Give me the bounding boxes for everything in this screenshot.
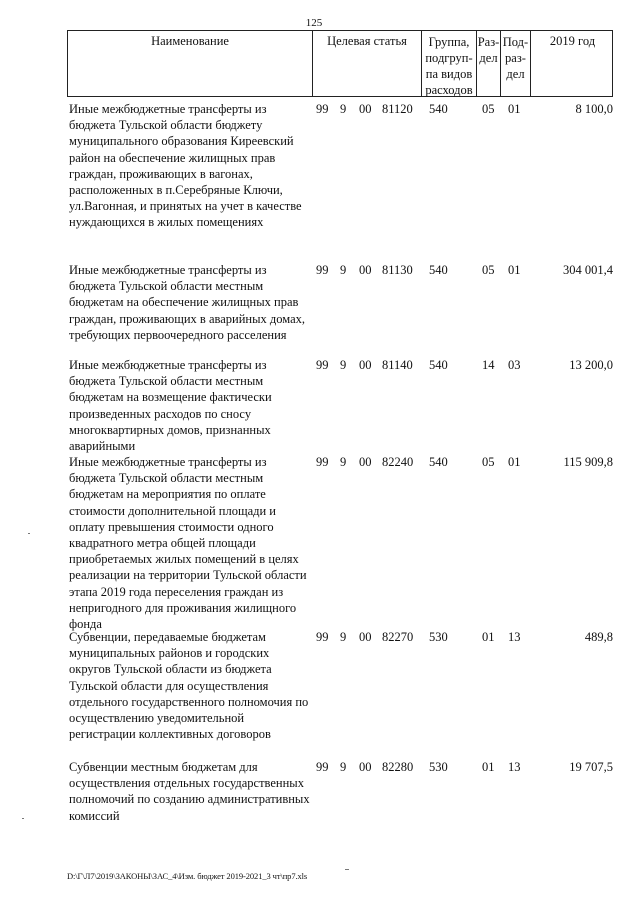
header-subsection-line: дел xyxy=(506,67,525,81)
row-amount: 304 001,4 xyxy=(563,263,613,277)
row-section: 01 xyxy=(482,760,495,774)
row-name: Субвенции местным бюджетам для осуществления отдельных государственных полномочий по созданию административных комиссий xyxy=(69,760,310,823)
row-name: Иные межбюджетные трансферты из бюджета Тульской области местным бюджетам на мероприятия по оплате стоимости дополнительной площади и оплату превышения стоимости одного квадратного метра общей площади приобретаемых жилых помещений в целях реализации на территории Тульской области этапа 2019 года переселения граждан из непригодного для проживания жилищного фонда xyxy=(69,455,307,632)
row-expense-type: 530 xyxy=(429,630,448,644)
header-subsection-line: Под- xyxy=(502,35,529,49)
row-section: 05 xyxy=(482,263,495,277)
row-subprogram-code: 9 xyxy=(340,102,347,116)
header-subsection xyxy=(500,31,530,96)
header-year-label: 2019 год xyxy=(549,34,596,48)
header-subsection-line: раз- xyxy=(505,51,526,65)
row-subprogram-code: 9 xyxy=(340,760,347,774)
row-direction-code: 82270 xyxy=(382,630,414,644)
row-section: 14 xyxy=(482,358,495,372)
row-expense-type: 540 xyxy=(429,263,448,277)
row-group-code: 00 xyxy=(359,630,372,644)
row-subprogram-code: 9 xyxy=(340,455,347,469)
row-program-code: 99 xyxy=(316,102,329,116)
row-subsection: 01 xyxy=(508,455,521,469)
row-expense-type: 540 xyxy=(429,102,448,116)
row-section: 05 xyxy=(482,455,495,469)
header-group-line: расходов xyxy=(425,83,473,97)
header-section xyxy=(476,31,500,96)
row-subsection: 13 xyxy=(508,760,521,774)
row-direction-code: 81140 xyxy=(382,358,413,372)
row-subsection: 03 xyxy=(508,358,521,372)
header-year xyxy=(530,31,614,96)
row-expense-type: 540 xyxy=(429,358,448,372)
row-amount: 8 100,0 xyxy=(575,102,613,116)
row-name: Субвенции, передаваемые бюджетам муниципальных районов и городских округов Тульской области из бюджета Тульской области для осуществления отдельного государственного полномочия по осуществлению уведомительной регистрации коллективных договоров xyxy=(69,630,309,742)
footer-file-path: D:\Г\Л7\2019\ЗАКОНЫ\ЗАС_4\Изм. бюджет 2019-2021_3 чт\пр7.xls xyxy=(67,871,308,881)
header-target-article xyxy=(312,31,421,96)
header-group xyxy=(421,31,476,96)
header-group-line: Группа, xyxy=(428,35,470,49)
row-direction-code: 82240 xyxy=(382,455,414,469)
row-amount: 115 909,8 xyxy=(563,455,613,469)
row-program-code: 99 xyxy=(316,455,329,469)
row-subsection: 01 xyxy=(508,263,521,277)
row-subprogram-code: 9 xyxy=(340,358,347,372)
row-program-code: 99 xyxy=(316,263,329,277)
scan-artifact xyxy=(345,869,349,870)
row-program-code: 99 xyxy=(316,630,329,644)
header-section-line: Раз- xyxy=(477,35,500,49)
row-group-code: 00 xyxy=(359,358,372,372)
row-direction-code: 81120 xyxy=(382,102,413,116)
row-program-code: 99 xyxy=(316,358,329,372)
row-group-code: 00 xyxy=(359,760,372,774)
row-subprogram-code: 9 xyxy=(340,263,347,277)
scan-artifact xyxy=(28,533,30,534)
row-section: 01 xyxy=(482,630,495,644)
row-expense-type: 540 xyxy=(429,455,448,469)
row-direction-code: 81130 xyxy=(382,263,413,277)
row-expense-type: 530 xyxy=(429,760,448,774)
table-header xyxy=(67,30,613,97)
header-section-line: дел xyxy=(479,51,498,65)
header-name-label: Наименование xyxy=(151,34,229,48)
row-amount: 489,8 xyxy=(584,630,613,644)
row-subsection: 13 xyxy=(508,630,521,644)
row-name: Иные межбюджетные трансферты из бюджета Тульской области местным бюджетам на возмещение фактически произведенных расходов по сносу многоквартирных домов, признанных аварийными xyxy=(69,358,272,454)
row-name: Иные межбюджетные трансферты из бюджета Тульской области бюджету муниципального образования Киреевский район на обеспечение жилищных прав граждан, проживающих в вагонах, расположенных в п.Серебряные Ключи, ул.Вагонная, и принятых на учет в качестве нуждающихся в жилых помещениях xyxy=(69,102,302,230)
row-subsection: 01 xyxy=(508,102,521,116)
row-section: 05 xyxy=(482,102,495,116)
header-group-line: па видов xyxy=(425,67,473,81)
row-group-code: 00 xyxy=(359,455,372,469)
row-amount: 13 200,0 xyxy=(569,358,613,372)
row-subprogram-code: 9 xyxy=(340,630,347,644)
row-name: Иные межбюджетные трансферты из бюджета Тульской области местным бюджетам на обеспечение жилищных прав граждан, проживающих в аварийных домах, требующих первоочередного расселения xyxy=(69,263,305,342)
header-name xyxy=(68,31,312,96)
row-amount: 19 707,5 xyxy=(569,760,613,774)
scan-artifact xyxy=(22,818,24,819)
row-group-code: 00 xyxy=(359,263,372,277)
header-group-line: подгруп- xyxy=(425,51,473,65)
row-program-code: 99 xyxy=(316,760,329,774)
page-number: 125 xyxy=(305,17,323,29)
header-target-article-label: Целевая статья xyxy=(327,34,407,48)
row-direction-code: 82280 xyxy=(382,760,414,774)
row-group-code: 00 xyxy=(359,102,372,116)
